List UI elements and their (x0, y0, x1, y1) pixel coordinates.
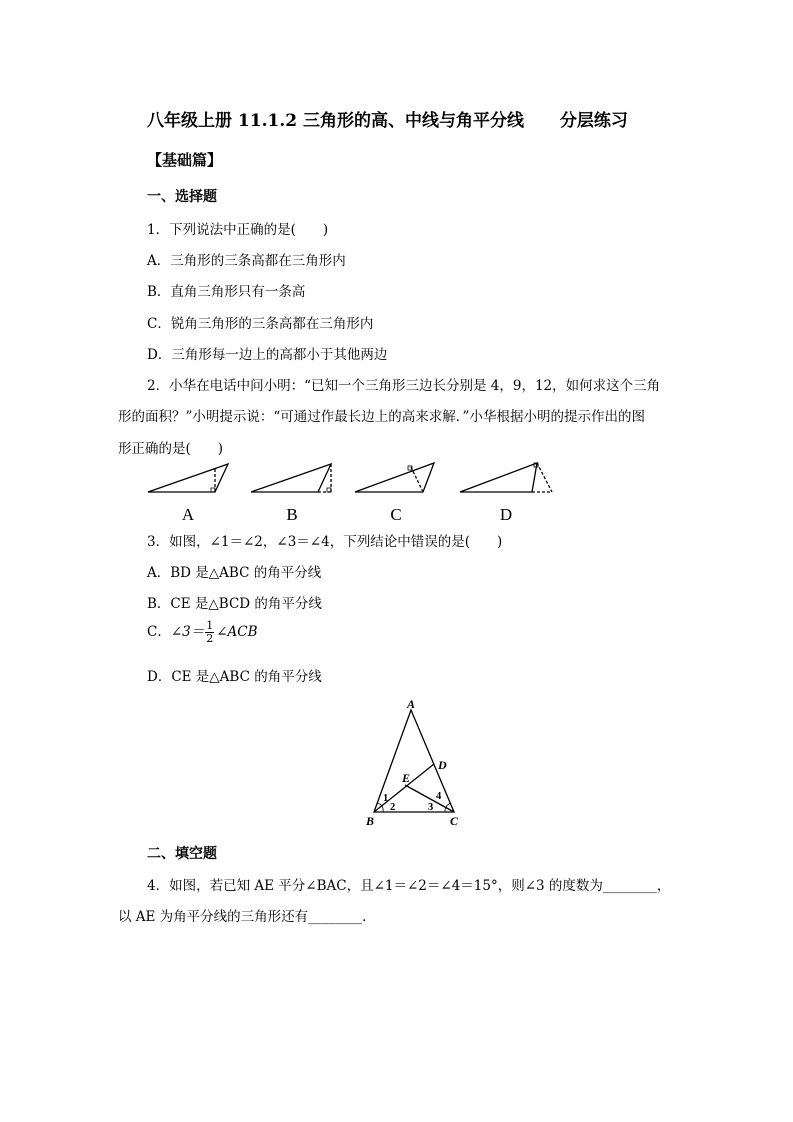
question-2-line-3: 形正确的是( ) (118, 441, 224, 457)
figure-d-label: D (499, 505, 513, 524)
question-4-line-1: 4．如图，若已知 AE 平分∠BAC，且∠1＝∠2＝∠4＝15°，则∠3 的度数为________， (147, 878, 671, 894)
title-tag: 分层练习 (559, 111, 628, 131)
vertex-d-label: D (438, 758, 447, 772)
angle-1-label: 1 (383, 793, 389, 804)
figure-c-label: C (390, 505, 402, 524)
vertex-b-label: B (366, 814, 375, 828)
vertex-a-label: A (407, 697, 416, 711)
question-1-option-a: A．三角形的三条高都在三角形内 (147, 253, 346, 269)
question-3-option-b: B．CE 是△BCD 的角平分线 (147, 596, 322, 612)
vertex-c-label: C (450, 814, 459, 828)
level-label: 【基础篇】 (147, 151, 223, 169)
figure-a-triangle (148, 464, 228, 492)
question-1-option-b: B．直角三角形只有一条高 (147, 284, 306, 300)
page-title (147, 106, 628, 131)
fraction-one-half: $\frac{1}{2}$ (206, 619, 214, 645)
question-1-stem: 1．下列说法中正确的是( ) (147, 222, 329, 238)
section-choice-heading: 一、选择题 (147, 189, 217, 205)
angle-2-label: 2 (390, 802, 396, 813)
figure-b-label: B (286, 505, 298, 524)
question-3-option-c: C．∠3＝ $\frac{1}{2}$ ∠ACB (147, 619, 258, 645)
figure-a-label: A (181, 505, 195, 524)
question-2-figures (140, 455, 570, 525)
question-4-line-2: 以 AE 为角平分线的三角形还有________． (118, 909, 376, 925)
question-1-option-d: D．三角形每一边上的高都小于其他两边 (147, 347, 388, 363)
figure-d-triangle (460, 463, 552, 492)
vertex-e-label: E (402, 771, 411, 785)
figure-c-triangle (355, 463, 434, 492)
question-2-line-2: 形的面积？”小明提示说：“可通过作最长边上的高来求解．”小华根据小明的提示作出的图 (118, 409, 645, 425)
question-2-line-1: 2．小华在电话中问小明：“已知一个三角形三边长分别是 4，9，12，如何求这个三角 (147, 378, 661, 394)
question-3-stem: 3．如图，∠1＝∠2，∠3＝∠4，下列结论中错误的是( ) (147, 534, 503, 550)
angle-3-label: 3 (428, 802, 434, 813)
title-main: 八年级上册 11.1.2 三角形的高、中线与角平分线 (147, 111, 524, 131)
question-3-option-d: D．CE 是△ABC 的角平分线 (147, 669, 322, 685)
question-3-option-a: A．BD 是△ABC 的角平分线 (147, 565, 322, 581)
angle-4-label: 4 (436, 791, 442, 802)
question-1-option-c: C．锐角三角形的三条高都在三角形内 (147, 316, 374, 332)
section-fill-heading: 二、填空题 (147, 846, 217, 862)
figure-b-triangle (251, 464, 331, 492)
question-3-figure (362, 696, 472, 830)
